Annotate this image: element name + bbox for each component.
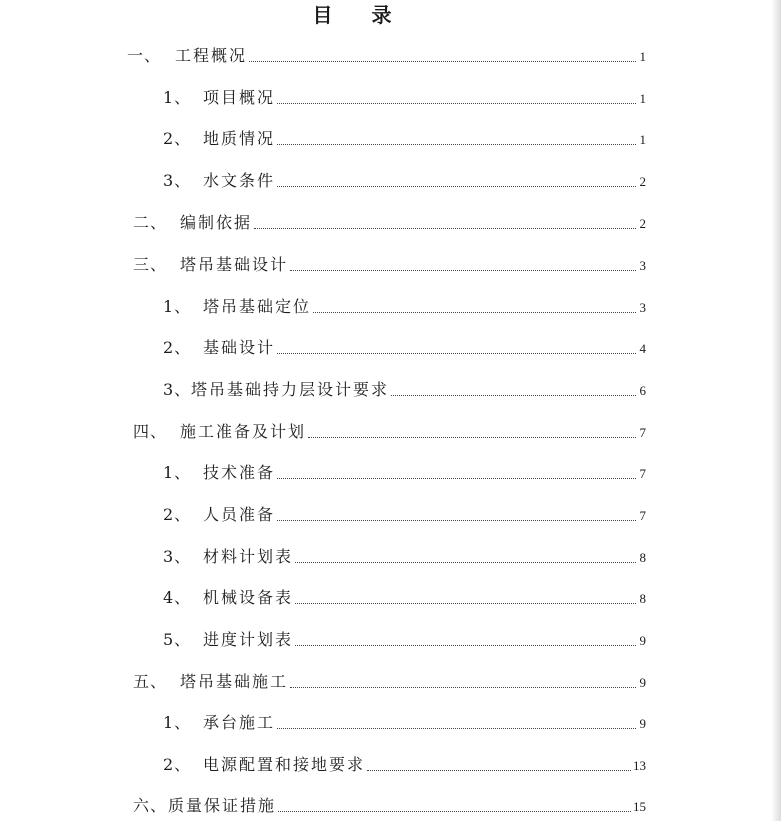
toc-entry-page: 7 bbox=[639, 425, 646, 440]
dot-leader bbox=[308, 436, 636, 438]
page-edge-shadow bbox=[771, 0, 781, 821]
toc-entry-page: 2 bbox=[639, 216, 646, 231]
toc-entry[interactable] bbox=[163, 545, 646, 569]
toc-entry-title: 地质情况 bbox=[203, 129, 276, 148]
dot-leader bbox=[295, 602, 636, 604]
toc-entry-title: 工程概况 bbox=[175, 46, 248, 65]
dot-leader bbox=[295, 644, 636, 646]
toc-entry-number: 1、 bbox=[163, 463, 192, 482]
toc-entry-number: 3、 bbox=[163, 547, 192, 566]
toc-entry-title: 承台施工 bbox=[203, 713, 276, 732]
toc-entry-number: 5、 bbox=[163, 630, 192, 649]
toc-entry-page: 8 bbox=[639, 550, 646, 565]
toc-entry-number: 2、 bbox=[163, 338, 192, 357]
toc-entry-title: 进度计划表 bbox=[203, 630, 294, 649]
toc-entry-title: 技术准备 bbox=[203, 463, 276, 482]
dot-leader bbox=[367, 769, 631, 771]
toc-entry[interactable] bbox=[133, 670, 646, 694]
toc-entry-number: 2、 bbox=[163, 755, 192, 774]
toc-entry-number: 一、 bbox=[127, 46, 162, 65]
dot-leader bbox=[249, 60, 636, 62]
toc-entry-number: 二、 bbox=[133, 213, 168, 232]
toc-entry-page: 4 bbox=[639, 341, 646, 356]
toc-entry-title: 塔吊基础设计 bbox=[180, 255, 289, 274]
toc-entry-title: 编制依据 bbox=[180, 213, 253, 232]
dot-leader bbox=[277, 185, 636, 187]
toc-entry[interactable] bbox=[163, 336, 646, 360]
toc-entry[interactable] bbox=[163, 711, 646, 735]
toc-entry-title: 施工准备及计划 bbox=[180, 422, 307, 441]
toc-entry-page: 1 bbox=[639, 49, 646, 64]
toc-entry-page: 7 bbox=[639, 466, 646, 481]
toc-entry-page: 1 bbox=[639, 132, 646, 147]
dot-leader bbox=[254, 227, 636, 229]
toc-entry[interactable] bbox=[163, 586, 646, 610]
toc-entry-title: 材料计划表 bbox=[203, 547, 294, 566]
toc-entry-title: 质量保证措施 bbox=[168, 796, 277, 815]
toc-entry[interactable] bbox=[163, 503, 646, 527]
toc-entry-number: 3、 bbox=[163, 380, 192, 399]
dot-leader bbox=[277, 477, 636, 479]
toc-entry[interactable] bbox=[163, 753, 646, 777]
toc-entry[interactable] bbox=[163, 295, 646, 319]
dot-leader bbox=[278, 810, 631, 812]
toc-entry-title: 塔吊基础持力层设计要求 bbox=[191, 380, 390, 399]
toc-entry-title: 塔吊基础施工 bbox=[180, 672, 289, 691]
toc-entry-page: 9 bbox=[639, 675, 646, 690]
toc-entry-title: 项目概况 bbox=[203, 88, 276, 107]
toc-entry-page: 6 bbox=[639, 383, 646, 398]
toc-entry-number: 1、 bbox=[163, 88, 192, 107]
toc-entry-title: 电源配置和接地要求 bbox=[203, 755, 366, 774]
dot-leader bbox=[290, 686, 636, 688]
toc-entry-title: 人员准备 bbox=[203, 505, 276, 524]
toc-entry[interactable] bbox=[163, 628, 646, 652]
toc-entry[interactable] bbox=[163, 461, 646, 485]
toc-entry-title: 水文条件 bbox=[203, 171, 276, 190]
toc-entry-number: 2、 bbox=[163, 505, 192, 524]
toc-entry-number: 1、 bbox=[163, 297, 192, 316]
toc-entry-number: 五、 bbox=[133, 672, 168, 691]
toc-entry-number: 1、 bbox=[163, 713, 192, 732]
dot-leader bbox=[391, 394, 636, 396]
dot-leader bbox=[277, 519, 636, 521]
toc-entry-page: 7 bbox=[639, 508, 646, 523]
toc-entry-number: 六、 bbox=[133, 796, 168, 815]
toc-entry[interactable] bbox=[163, 378, 646, 402]
toc-entry-page: 1 bbox=[639, 91, 646, 106]
toc-entry[interactable] bbox=[133, 211, 646, 235]
toc-entry-title: 基础设计 bbox=[203, 338, 276, 357]
dot-leader bbox=[277, 727, 636, 729]
toc-entry-page: 15 bbox=[633, 799, 646, 814]
toc-entry-page: 9 bbox=[639, 716, 646, 731]
dot-leader bbox=[277, 352, 636, 354]
toc-entry-page: 13 bbox=[633, 758, 646, 773]
toc-entry-page: 9 bbox=[639, 633, 646, 648]
toc-entry[interactable] bbox=[133, 794, 646, 818]
dot-leader bbox=[277, 102, 636, 104]
toc-entry-title: 塔吊基础定位 bbox=[203, 297, 312, 316]
toc-entry-number: 四、 bbox=[133, 422, 168, 441]
toc-entry[interactable] bbox=[163, 169, 646, 193]
dot-leader bbox=[295, 561, 636, 563]
toc-entry[interactable] bbox=[133, 420, 646, 444]
toc-entry[interactable] bbox=[163, 86, 646, 110]
toc-entry-number: 4、 bbox=[163, 588, 192, 607]
toc-entry[interactable] bbox=[133, 253, 646, 277]
dot-leader bbox=[313, 311, 636, 313]
toc-entry-number: 三、 bbox=[133, 255, 168, 274]
dot-leader bbox=[290, 269, 636, 271]
toc-entry-page: 3 bbox=[639, 258, 646, 273]
toc-title: 目 录 bbox=[312, 3, 408, 27]
toc-entry-title: 机械设备表 bbox=[203, 588, 294, 607]
toc-entry-number: 3、 bbox=[163, 171, 192, 190]
toc-entry-page: 3 bbox=[639, 300, 646, 315]
toc-entry-page: 2 bbox=[639, 174, 646, 189]
dot-leader bbox=[277, 143, 636, 145]
toc-entry[interactable] bbox=[163, 127, 646, 151]
toc-entry-page: 8 bbox=[639, 591, 646, 606]
toc-entry-number: 2、 bbox=[163, 129, 192, 148]
toc-entry[interactable] bbox=[127, 44, 646, 68]
